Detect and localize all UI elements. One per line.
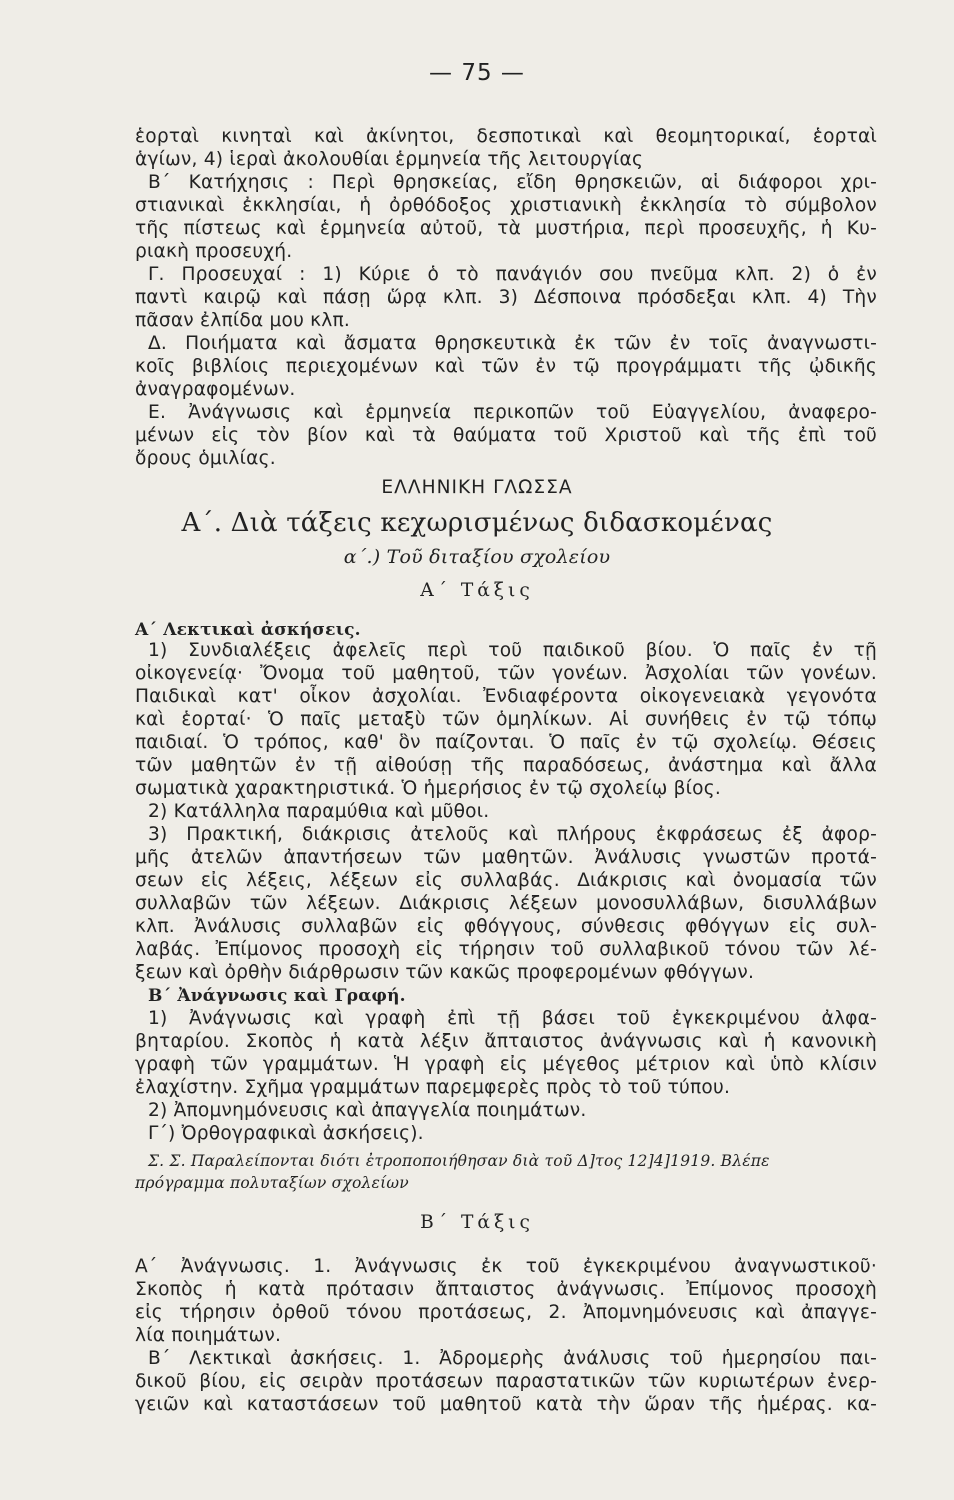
text-line: τῆς πίστεως καὶ ἑρμηνεία αὐτοῦ, τὰ μυστήρια, περὶ προσευχῆς, ἡ Κυ- [135,218,877,239]
text-line: γραφὴ τῶν γραμμάτων. Ἡ γραφὴ εἰς μέγεθος μέτριον καὶ ὑπὸ κλίσιν [135,1054,877,1075]
section-title: ΕΛΛΗΝΙΚΗ ΓΛΩΣΣΑ [381,477,573,498]
text-line: πᾶσαν ἐλπίδα μου κλπ. [135,310,351,331]
page-number: — 75 — [429,60,525,86]
text-line: μένων εἰς τὸν βίον καὶ τὰ θαύματα τοῦ Χριστοῦ καὶ τῆς ἐπὶ τοῦ [135,425,877,446]
text-line: Β΄ Κατήχησις : Περὶ θρησκείας, εἴδη θρησκειῶν, αἱ διάφοροι χρι- [148,172,877,193]
text-line: Δ. Ποιήματα καὶ ἄσματα θρησκευτικὰ ἐκ τῶν ἐν τοῖς ἀναγνωστι- [148,333,877,354]
text-line: 2) Ἀπομνημόνευσις καὶ ἀπαγγελία ποιημάτων. [148,1100,587,1121]
text-line: εἰς τήρησιν ὀρθοῦ τόνου προτάσεως, 2. Ἀπομνημόνευσις καὶ ἀπαγγε- [135,1302,877,1323]
text-line: 2) Κατάλληλα παραμύθια καὶ μῦθοι. [148,801,490,822]
text-line: σεων εἰς λέξεις, λέξεων εἰς συλλαβάς. Διάκρισις καὶ ὀνομασία τῶν [135,870,877,891]
text-line: 1) Συνδιαλέξεις ἀφελεῖς περὶ τοῦ παιδικοῦ βίου. Ὁ παῖς ἐν τῇ [148,640,877,661]
text-line: γειῶν καὶ καταστάσεων τοῦ μαθητοῦ κατὰ τὴν ὥραν τῆς ἡμέρας. κα- [135,1394,877,1415]
text-line: κλπ. Ἀνάλυσις συλλαβῶν εἰς φθόγγους, σύνθεσις φθόγγων εἰς συλ- [135,916,877,937]
class-b-title: Β΄ Τάξις [420,1212,534,1233]
text-line: ριακὴ προσευχή. [135,241,293,262]
text-line: Γ. Προσευχαί : 1) Κύριε ὁ τὸ πανάγιόν σου πνεῦμα κλπ. 2) ὁ ἐν [148,264,877,285]
text-line: ἀναγραφομένων. [135,379,296,400]
text-line: Α΄ Ἀνάγνωσις. 1. Ἀνάγνωσις ἐκ τοῦ ἐγκεκριμένου ἀναγνωστικοῦ· [135,1256,877,1277]
text-line: Σκοπὸς ἡ κατὰ πρότασιν ἄπταιστος ἀνάγνωσις. Ἐπίμονος προσοχὴ [135,1279,877,1300]
text-line: 3) Πρακτική, διάκρισις ἀτελοῦς καὶ πλήρους ἐκφράσεως ἐξ ἀφορ- [148,824,877,845]
text-line: Γ΄) Ὀρθογραφικαὶ ἀσκήσεις). [148,1123,424,1144]
text-line: ἑορταὶ κινηταὶ καὶ ἀκίνητοι, δεσποτικαὶ καὶ θεομητορικαί, ἑορταὶ [135,126,877,147]
text-line: μῆς ἀτελῶν ἀπαντήσεων τῶν μαθητῶν. Ἀνάλυσις γνωστῶν προτά- [135,847,877,868]
text-line: λία ποιημάτων. [135,1325,282,1346]
text-line: ξεων καὶ ὀρθὴν διάρθρωσιν τῶν κακῶς προφερομένων φθόγγων. [135,962,755,983]
editor-note: Σ. Σ. Παραλείπονται διότι ἐτροποποιήθησαν διὰ τοῦ Δ]τος 12]4]1919. Βλέπε [148,1152,770,1170]
text-line: κοῖς βιβλίοις περιεχομένων καὶ τῶν ἐν τῷ προγράμματι τῆς ᾠδικῆς [135,356,877,377]
text-line: 1) Ἀνάγνωσις καὶ γραφὴ ἐπὶ τῇ βάσει τοῦ ἐγκεκριμένου ἀλφα- [148,1008,877,1029]
heading-sub: α΄.) Τοῦ διταξίου σχολείου [343,546,611,568]
text-line: Ε. Ἀνάγνωσις καὶ ἑρμηνεία περικοπῶν τοῦ Εὐαγγελίου, ἀναφερο- [148,402,877,423]
heading-a: Α΄. Διὰ τάξεις κεχωρισμένως διδασκομένας [181,508,773,538]
text-line: Παιδικαὶ κατ' οἶκον ἀσχολίαι. Ἐνδιαφέροντα οἰκογενειακὰ γεγονότα [135,686,877,707]
text-line: σωματικὰ χαρακτηριστικά. Ὁ ἡμερήσιος ἐν τῷ σχολείῳ βίος. [135,778,721,799]
text-line: Β΄ Λεκτικαὶ ἀσκήσεις. 1. Ἀδρομερὴς ἀνάλυσις τοῦ ἡμερησίου παι- [148,1348,877,1369]
text-line: ἁγίων, 4) ἱεραὶ ἀκολουθίαι ἑρμηνεία τῆς λειτουργίας [135,149,644,170]
text-line: ἐλαχίστην. Σχῆμα γραμμάτων παρεμφερὲς πρὸς τὸ τοῦ τύπου. [135,1077,731,1098]
class-a-title: Α΄ Τάξις [420,580,534,601]
text-line: καὶ ἑορταί· Ὁ παῖς μεταξὺ τῶν ὁμηλίκων. Αἱ συνήθεις ἐν τῷ τόπῳ [135,709,877,730]
text-line: ὄρους ὁμιλίας. [135,448,276,469]
text-line: λαβάς. Ἐπίμονος προσοχὴ εἰς τήρησιν τοῦ συλλαβικοῦ τόνου τῶν λέ- [135,939,877,960]
subsection-title: Α΄ Λεκτικαὶ ἀσκήσεις. [135,620,361,640]
subsection-title: Β΄ Ἀνάγνωσις καὶ Γραφή. [148,986,406,1006]
editor-note: πρόγραμμα πολυταξίων σχολείων [135,1174,409,1192]
text-line: παιδιαί. Ὁ τρόπος, καθ' ὃν παίζονται. Ὁ παῖς ἐν τῷ σχολείῳ. Θέσεις [135,732,877,753]
text-line: στιανικαὶ ἐκκλησίαι, ἡ ὀρθόδοξος χριστιανικὴ ἐκκλησία τὸ σύμβολον [135,195,877,216]
text-line: παντὶ καιρῷ καὶ πάσῃ ὥρᾳ κλπ. 3) Δέσποινα πρόσδεξαι κλπ. 4) Τὴν [135,287,877,308]
text-line: δικοῦ βίου, εἰς σειρὰν προτάσεων παραστατικῶν τῶν κυριωτέρων ἐνερ- [135,1371,877,1392]
text-line: βηταρίου. Σκοπὸς ἡ κατὰ λέξιν ἄπταιστος ἀνάγνωσις καὶ ἡ κανονικὴ [135,1031,877,1052]
text-line: οἰκογενείᾳ· Ὄνομα τοῦ μαθητοῦ, τῶν γονέων. Ἀσχολίαι τῶν γονέων. [135,663,877,684]
text-line: συλλαβῶν τῶν λέξεων. Διάκρισις λέξεων μονοσυλλάβων, δισυλλάβων [135,893,877,914]
text-line: τῶν μαθητῶν ἐν τῇ αἰθούσῃ τῆς παραδόσεως, ἀνάστημα καὶ ἄλλα [135,755,877,776]
